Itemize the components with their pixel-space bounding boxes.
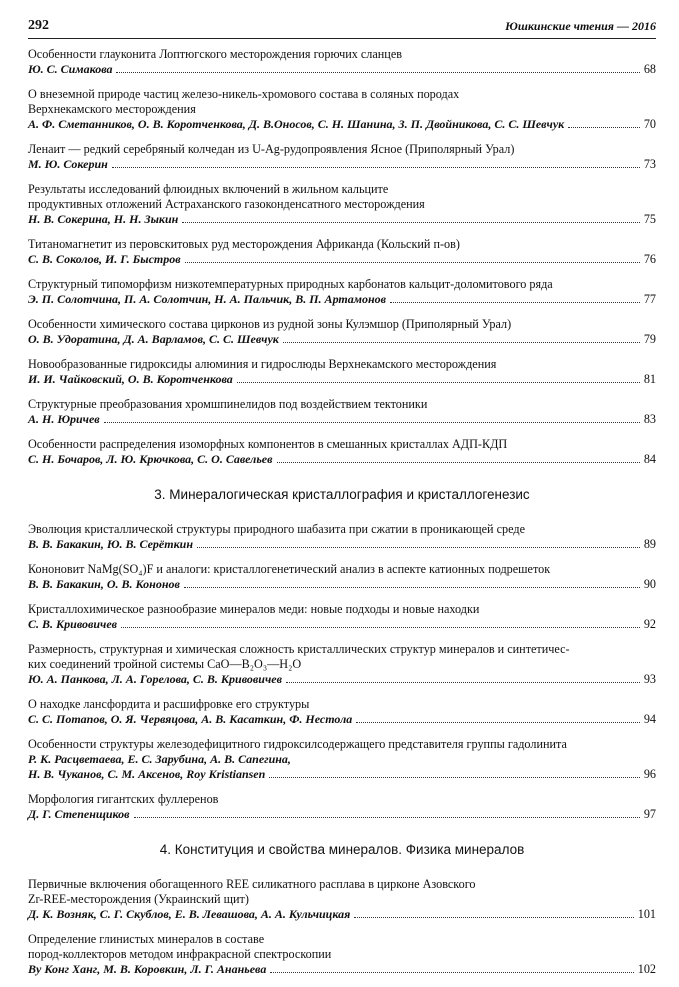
toc-entry [28,792,656,822]
toc-entry-title-line: О внеземной природе частиц железо-никель-хромового состава в соляных породах [28,87,460,101]
toc-list-section-4 [28,877,656,977]
dot-leader [197,546,640,548]
toc-entry-authors: В. В. Бакакин, Ю. В. Серёткин [28,537,193,551]
toc-entry-authors: А. Н. Юричев [28,412,100,426]
toc-entry-title [28,642,656,672]
toc-entry-title-line: Титаномагнетит из перовскитовых руд месторождения Африканда (Кольский п-ов) [28,237,460,251]
page-number: 292 [28,18,49,33]
toc-entry-title [28,877,656,907]
toc-entry-title-line: Ленаит — редкий серебряный колчедан из U-Ag-рудопроявления Ясное (Приполярный Урал) [28,142,515,156]
toc-entry-authors: Д. К. Возняк, С. Г. Скублов, Е. В. Левашова, А. А. Кульчицкая [28,907,351,921]
dot-leader [182,221,639,223]
toc-entry [28,697,656,727]
toc-entry-title-line: Особенности распределения изоморфных компонентов в смешанных кристаллах АДП-КДП [28,437,508,451]
toc-entry-title [28,47,656,62]
toc-entry-title-line: Определение глинистых минералов в составе [28,932,265,946]
toc-entry-authors: И. И. Чайковский, О. В. Коротченкова [28,372,233,386]
toc-entry-page: 83 [643,412,656,426]
toc-entry-title-line: Новообразованные гидроксиды алюминия и гидрослюды Верхнекамского месторождения [28,357,497,371]
toc-entry-authors: Э. П. Солотчина, П. А. Солотчин, Н. А. Пальчик, В. П. Артамонов [28,292,386,306]
toc-list-top [28,47,656,467]
toc-entry-authors: Д. Г. Степенщиков [28,807,130,821]
dot-leader [104,421,640,423]
dot-leader [134,816,640,818]
journal-title: Юшкинские чтения — 2016 [505,19,656,33]
toc-entry [28,397,656,427]
toc-entry-title-line: Особенности химического состава цирконов из рудной зоны Кулэмшор (Приполярный Урал) [28,317,512,331]
toc-entry-title-line: Структурные преобразования хромшпинелидов под воздействием тектоники [28,397,428,411]
toc-entry-title [28,87,656,117]
dot-leader [568,126,640,128]
toc-entry-authors: Ву Конг Ханг, М. В. Коровкин, Л. Г. Ананьева [28,962,267,976]
toc-entry [28,602,656,632]
toc-entry-page: 101 [637,907,656,921]
toc-entry-title-line: Zr-REE-месторождения (Украинский щит) [28,892,249,906]
toc-entry-author-line [28,767,656,782]
toc-entry-page: 77 [643,292,656,306]
toc-entry-title-line: Первичные включения обогащенного REE силикатного расплава в цирконе Азовского [28,877,476,891]
dot-leader [121,626,640,628]
toc-entry-page: 96 [643,767,656,781]
toc-entry-title [28,142,656,157]
toc-entry-page: 97 [643,807,656,821]
toc-entry-authors: С. В. Соколов, И. Г. Быстров [28,252,181,266]
dot-leader [283,341,640,343]
toc-entry-authors: В. В. Бакакин, О. В. Кононов [28,577,180,591]
toc-entry-authors: Н. В. Сокерина, Н. Н. Зыкин [28,212,179,226]
toc-entry-title-line: Результаты исследований флюидных включений в жильном кальците [28,182,389,196]
toc-entry-author-line [28,62,656,77]
toc-entry-page: 84 [643,452,656,466]
toc-entry-author-line [28,212,656,227]
toc-entry-authors: Р. К. Расцветаева, Е. С. Зарубина, А. В. Сапегина, [28,752,291,766]
toc-entry [28,237,656,267]
toc-entry-author-line [28,292,656,307]
toc-entry-title-line: Кононовит NaMg(SO₄)F и аналоги: кристаллогенетический анализ в аспекте катионных подрешеток [28,562,551,576]
dot-leader [270,971,633,973]
toc-entry-title [28,397,656,412]
toc-entry-authors: С. С. Потапов, О. Я. Червяцова, А. В. Касаткин, Ф. Нестола [28,712,353,726]
toc-entry-page: 68 [643,62,656,76]
toc-entry-author-line [28,672,656,687]
toc-entry-title [28,602,656,617]
running-head [28,14,656,39]
dot-leader [185,261,640,263]
toc-entry-authors: М. Ю. Сокерин [28,157,108,171]
toc-entry-author-line [28,452,656,467]
toc-entry-author-line [28,372,656,387]
toc-entry-title-line: Морфология гигантских фуллеренов [28,792,219,806]
toc-entry-title [28,932,656,962]
dot-leader [390,301,640,303]
toc-entry-title [28,737,656,752]
toc-entry-title [28,697,656,712]
toc-entry-title-line: Особенности структуры железодефицитного гидроксилсодержащего представителя группы гадолинита [28,737,567,751]
toc-entry-author-line [28,577,656,592]
toc-entry-page: 79 [643,332,656,346]
toc-entry-page: 81 [643,372,656,386]
toc-entry-author-line [28,807,656,822]
toc-entry-page: 76 [643,252,656,266]
dot-leader [237,381,640,383]
section-heading-3: 3. Минералогическая кристаллография и кристаллогенезис [154,487,530,502]
toc-entry [28,522,656,552]
toc-entry-page: 73 [643,157,656,171]
toc-entry-page: 89 [643,537,656,551]
toc-entry-title [28,522,656,537]
toc-entry-title [28,357,656,372]
dot-leader [356,721,640,723]
toc-entry-title [28,317,656,332]
toc-entry-title-line: Эволюция кристаллической структуры природного шабазита при сжатии в проникающей среде [28,522,525,536]
toc-entry-author-line [28,617,656,632]
toc-entry-title-line: продуктивных отложений Астраханского газоконденсатного месторождения [28,197,425,211]
toc-entry-authors: О. В. Удоратина, Д. А. Варламов, С. С. Шевчук [28,332,279,346]
dot-leader [116,71,639,73]
dot-leader [112,166,640,168]
toc-entry-title-line: Структурный типоморфизм низкотемпературных природных карбонатов кальцит-доломитового ряда [28,277,553,291]
toc-entry [28,87,656,132]
toc-entry-title-line: О находке лансфордита и расшифровке его структуры [28,697,310,711]
toc-entry-title-line: Кристаллохимическое разнообразие минералов меди: новые подходы и новые находки [28,602,480,616]
toc-entry [28,357,656,387]
toc-entry-author-line [28,252,656,267]
toc-entry-title-line: Особенности глауконита Лоптюгского месторождения горючих сланцев [28,47,402,61]
toc-entry-author-line [28,332,656,347]
toc-entry [28,47,656,77]
toc-entry-authors: Ю. С. Симакова [28,62,113,76]
toc-entry [28,182,656,227]
toc-entry-authors: А. Ф. Сметанников, О. В. Коротченкова, Д. В.Оносов, С. Н. Шанина, З. П. Двойникова, С. С. Шевчук [28,117,565,131]
toc-entry-title-line: ких соединений тройной системы CaO—B₂O₃—H₂O [28,657,302,671]
toc-entry-page: 70 [643,117,656,131]
dot-leader [269,776,640,778]
toc-entry-title [28,277,656,292]
toc-entry-authors: Н. В. Чуканов, С. М. Аксенов, Roy Kristiansen [28,767,266,781]
toc-entry-author-line [28,907,656,922]
toc-entry [28,437,656,467]
toc-entry-author-line [28,962,656,977]
section-heading-4: 4. Конституция и свойства минералов. Физика минералов [159,842,525,857]
toc-entry-title [28,437,656,452]
toc-entry-page: 90 [643,577,656,591]
dot-leader [354,916,633,918]
dot-leader [277,461,640,463]
page [28,14,656,987]
toc-entry-title-line: Верхнекамского месторождения [28,102,196,116]
toc-entry [28,877,656,922]
toc-entry-page: 102 [637,962,656,976]
toc-entry-authors: С. В. Кривовичев [28,617,118,631]
toc-entry-title-line: пород-коллекторов методом инфракрасной спектроскопии [28,947,332,961]
toc-entry [28,562,656,592]
toc-entry-page: 93 [643,672,656,686]
toc-entry-author-line [28,412,656,427]
toc-entry-author-line [28,752,656,767]
toc-entry-title [28,182,656,212]
toc-entry-authors: Ю. А. Панкова, Л. А. Горелова, С. В. Кривовичев [28,672,282,686]
toc-entry-author-line [28,537,656,552]
dot-leader [184,586,640,588]
toc-list-section-3 [28,522,656,822]
toc-entry-author-line [28,712,656,727]
toc-entry-page: 92 [643,617,656,631]
toc-entry [28,932,656,977]
toc-entry-author-line [28,117,656,132]
toc-entry [28,642,656,687]
toc-entry-authors: С. Н. Бочаров, Л. Ю. Крючкова, С. О. Савельев [28,452,273,466]
toc-entry-title [28,237,656,252]
toc-entry [28,277,656,307]
toc-entry [28,317,656,347]
toc-entry-title [28,792,656,807]
toc-entry-page: 94 [643,712,656,726]
toc-entry-author-line [28,157,656,172]
toc-entry-title-line: Размерность, структурная и химическая сложность кристаллических структур минералов и синтетичес- [28,642,570,656]
dot-leader [286,681,640,683]
toc-entry [28,142,656,172]
toc-entry-page: 75 [643,212,656,226]
toc-entry [28,737,656,782]
toc-entry-title [28,562,656,577]
